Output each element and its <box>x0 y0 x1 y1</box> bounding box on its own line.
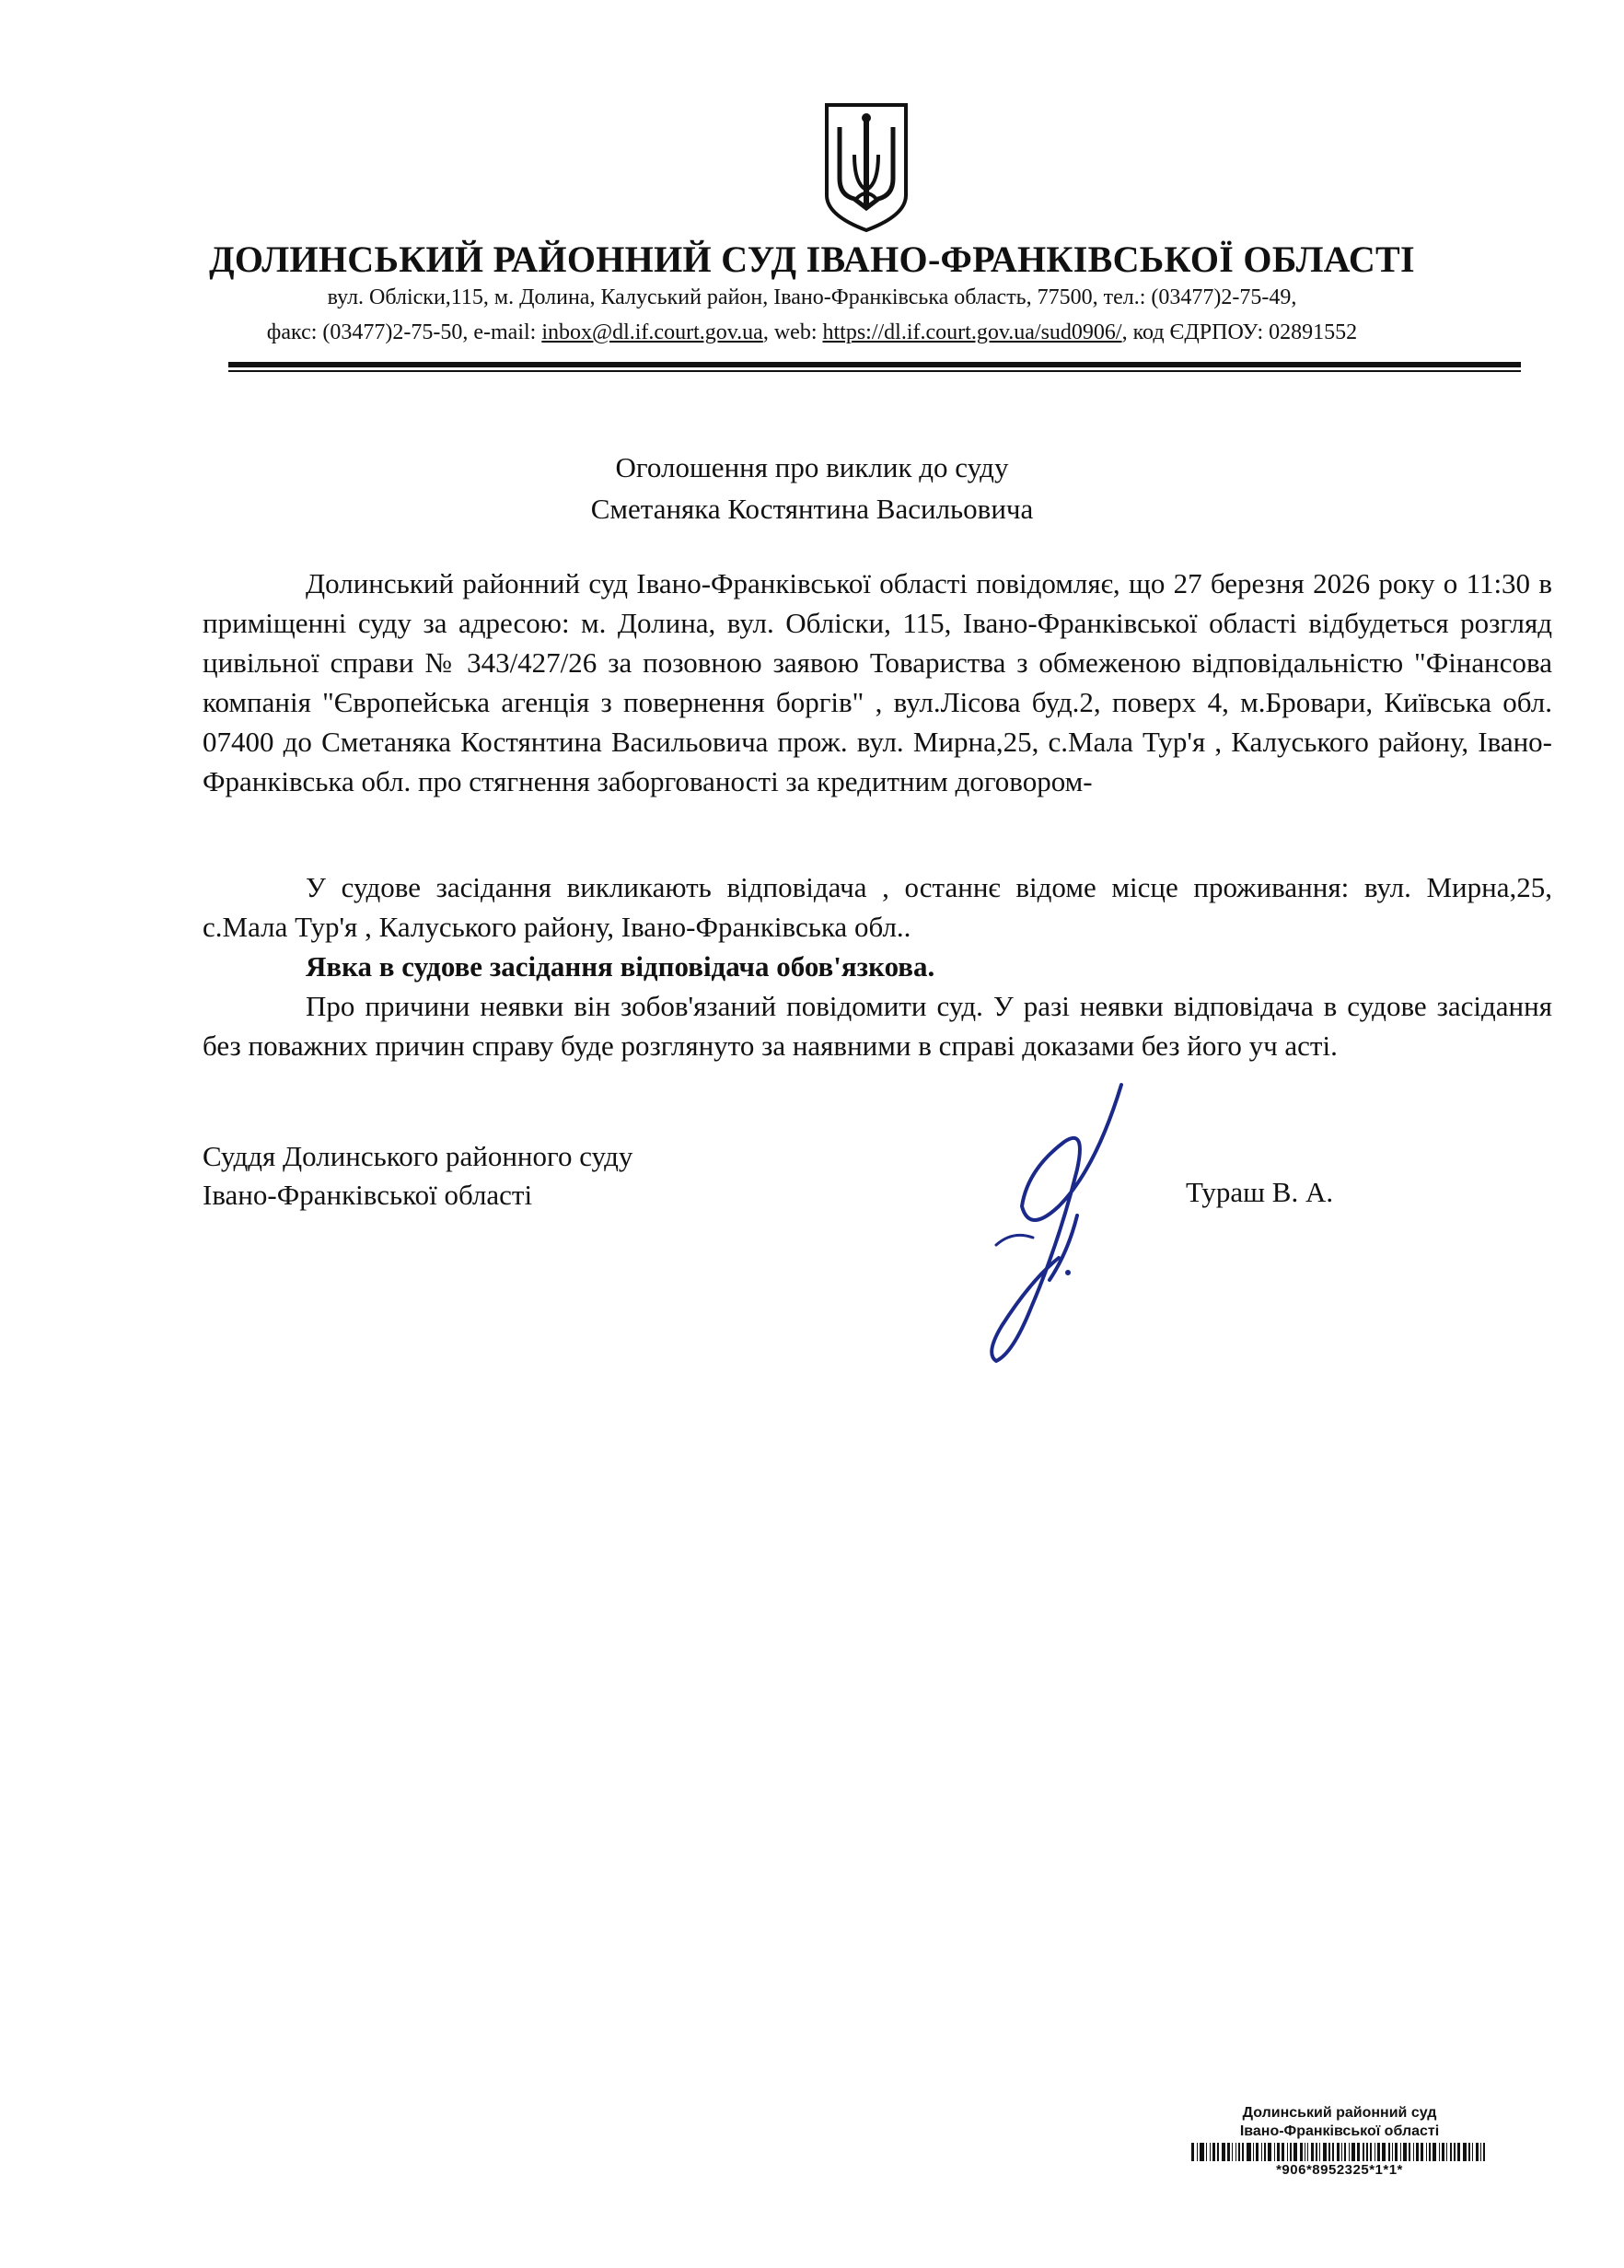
judge-name: Тураш В. А. <box>1186 1176 1334 1208</box>
notice-paragraph-4: Про причини неявки він зобов'язаний повідомити суд. У разі неявки відповідача в судове засідання без поважних причин справу буде розглянуто за наявними в справі доказами без його уч асті. <box>203 990 1552 1062</box>
notice-subject: Сметаняка Костянтина Васильовича <box>590 493 1034 525</box>
barcode-bar <box>1341 2143 1342 2161</box>
barcode-bar <box>1261 2143 1262 2161</box>
barcode-bar <box>1366 2143 1369 2161</box>
barcode-bar <box>1454 2143 1456 2161</box>
barcode-number: *906*8952325*1*1* <box>1276 2162 1403 2178</box>
barcode-bar <box>1290 2143 1291 2161</box>
barcode-bar <box>1232 2143 1233 2161</box>
barcode-bar <box>1400 2143 1401 2161</box>
barcode-bar <box>1351 2143 1355 2161</box>
notice-paragraph-3: Явка в судове засідання відповідача обов'язкова. <box>306 950 935 983</box>
barcode-bar <box>1468 2143 1469 2161</box>
fax-label: факс: (03477)2-75-50, e-mail: <box>266 320 542 344</box>
barcode-bar <box>1256 2143 1259 2161</box>
barcode-bar <box>1413 2143 1414 2161</box>
barcode-bar <box>1307 2143 1308 2161</box>
notice-paragraph-1: Долинський районний суд Івано-Франківської області повідомляє, що 27 березня 2026 року о 11:30 в приміщенні суду за адресою: м. Долина, вул. Обліски, 115, Івано-Франківської області відбудеться розгляд цивільної справи № 343/427/26 за позовною заявою Товариства з обмеженою відповідальністю "Фінансова компанія "Європейська агенція з повернення боргів" , вул.Лісова буд.2, поверх 4, м.Бровари, Київська обл. 07400 до Сметаняка Костянтина Васильовича прож. вул. Мирна,25, с.Мала Тур'я , Калуського району, Івано-Франківська обл. про стягнення заборгованості за кредитним договором- <box>203 567 1552 797</box>
coat-of-arms-icon <box>821 99 911 236</box>
barcode-bar <box>1377 2143 1380 2161</box>
barcode-bar <box>1426 2143 1427 2161</box>
barcode-bar <box>1370 2143 1371 2161</box>
barcode-bar <box>1328 2143 1329 2161</box>
barcode-bar <box>1200 2143 1203 2161</box>
barcode-bar <box>1238 2143 1239 2161</box>
barcode-bar <box>1416 2143 1419 2161</box>
barcode-bar <box>1349 2143 1350 2161</box>
stamp-region: Івано-Франківської області <box>1239 2123 1440 2139</box>
court-contacts <box>0 320 1624 345</box>
barcode-bar <box>1316 2143 1317 2161</box>
barcode-bar <box>1274 2143 1275 2161</box>
barcode-bar <box>1421 2143 1423 2161</box>
barcode <box>1119 2143 1560 2161</box>
barcode-bar <box>1457 2143 1460 2161</box>
barcode-bar <box>1293 2143 1297 2161</box>
barcode-bar <box>1319 2143 1320 2161</box>
barcode-bar <box>1242 2143 1245 2161</box>
barcode-bar <box>1268 2143 1271 2161</box>
barcode-bar <box>1323 2143 1327 2161</box>
signer-position <box>203 1137 632 1215</box>
barcode-bar <box>1337 2143 1340 2161</box>
barcode-bar <box>1388 2143 1389 2161</box>
barcode-bar <box>1476 2143 1479 2161</box>
barcode-bar <box>1235 2143 1236 2161</box>
court-title: ДОЛИНСЬКИЙ РАЙОННИЙ СУД ІВАНО-ФРАНКІВСЬКОЇ ОБЛАСТІ <box>209 238 1415 280</box>
email-link[interactable]: inbox@dl.if.court.gov.ua <box>541 320 763 344</box>
web-label: , web: <box>762 320 823 344</box>
notice-title: Оголошення про виклик до суду <box>615 451 1009 483</box>
barcode-bar <box>1472 2143 1473 2161</box>
header-divider <box>228 362 1521 367</box>
edrpou-code: , код ЄДРПОУ: 02891552 <box>1121 320 1358 344</box>
barcode-bar <box>1282 2143 1284 2161</box>
barcode-bar <box>1287 2143 1288 2161</box>
barcode-bar <box>1439 2143 1440 2161</box>
barcode-bar <box>1442 2143 1444 2161</box>
barcode-bar <box>1210 2143 1211 2161</box>
notice-paragraph-2: У судове засідання викликають відповідача , останнє відоме місце проживання: вул. Мирна,25, с.Мала Тур'я , Калуського району, Івано-Франківська обл.. <box>203 871 1552 943</box>
barcode-bar <box>1253 2143 1254 2161</box>
header-divider-thin <box>228 370 1521 372</box>
barcode-bar <box>1206 2143 1207 2161</box>
barcode-bar <box>1217 2143 1218 2161</box>
barcode-bar <box>1222 2143 1225 2161</box>
signer-position-line1: Суддя Долинського районного суду <box>203 1140 633 1172</box>
barcode-bar <box>1429 2143 1430 2161</box>
barcode-bar <box>1311 2143 1314 2161</box>
barcode-bar <box>1332 2143 1335 2161</box>
court-address: вул. Обліски,115, м. Долина, Калуський район, Івано-Франківська область, 77500, тел.: (03477)2-75-49, <box>327 285 1297 309</box>
barcode-bar <box>1483 2143 1484 2161</box>
barcode-bar <box>1264 2143 1265 2161</box>
barcode-bar <box>1191 2143 1194 2161</box>
barcode-bar <box>1300 2143 1303 2161</box>
barcode-bar <box>1247 2143 1250 2161</box>
signer-position-line2: Івано-Франківської області <box>203 1179 533 1211</box>
barcode-bar <box>1227 2143 1230 2161</box>
barcode-bar <box>1277 2143 1280 2161</box>
barcode-bar <box>1480 2143 1481 2161</box>
barcode-bar <box>1463 2143 1467 2161</box>
barcode-bar <box>1357 2143 1360 2161</box>
barcode-bar <box>1344 2143 1345 2161</box>
barcode-bar <box>1212 2143 1215 2161</box>
barcode-bar <box>1446 2143 1447 2161</box>
registration-stamp <box>1119 2104 1560 2178</box>
barcode-bar <box>1392 2143 1393 2161</box>
barcode-bar <box>1450 2143 1451 2161</box>
barcode-bar <box>1197 2143 1198 2161</box>
handwritten-signature-icon <box>948 1068 1169 1381</box>
stamp-court-name: Долинський районний суд <box>1242 2105 1437 2121</box>
website-link[interactable]: https://dl.if.court.gov.ua/sud0906/ <box>822 320 1122 344</box>
barcode-bar <box>1403 2143 1407 2161</box>
barcode-bar <box>1433 2143 1436 2161</box>
barcode-bar <box>1382 2143 1386 2161</box>
barcode-bar <box>1395 2143 1398 2161</box>
